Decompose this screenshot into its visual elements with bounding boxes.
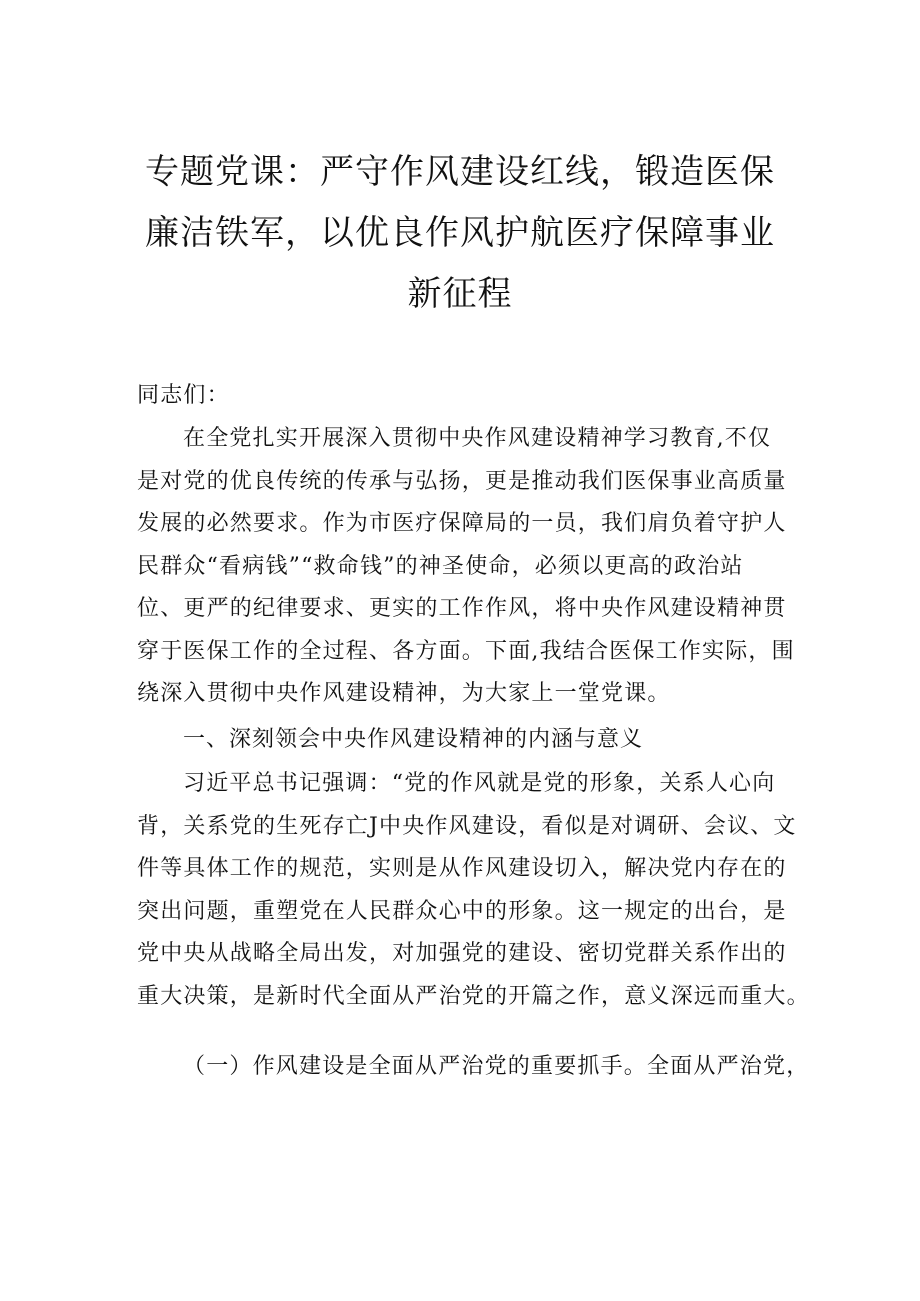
paragraph-line: 是对党的优良传统的传承与弘扬，更是推动我们医保事业高质量 <box>137 468 787 494</box>
paragraph-line: 背，关系党的生死存亡J中央作风建设，看似是对调研、会议、文 <box>137 813 797 839</box>
paragraph-line: 穿于医保工作的全过程、各方面。下面,我结合医保工作实际，围 <box>137 638 795 664</box>
paragraph-line: 件等具体工作的规范，实则是从作风建设切入，解决党内存在的 <box>137 856 787 881</box>
paragraph-line: 发展的必然要求。作为市医疗保障局的一员，我们肩负着守护人 <box>137 511 787 536</box>
paragraph-line: 重大决策，是新时代全面从严治党的开篇之作，意义深远而重大。 <box>137 983 810 1009</box>
paragraph-line: 突出问题，重塑党在人民群众心中的形象。这一规定的出台，是 <box>137 898 787 924</box>
title-line: 专题党课：严守作风建设红线，锻造医保 <box>145 152 775 192</box>
title-line: 廉洁铁军，以优良作风护航医疗保障事业 <box>145 213 775 253</box>
paragraph-line: 民群众“看病钱”“救命钱”的神圣使命，必须以更高的政治站 <box>137 553 744 579</box>
paragraph-line: 在全党扎实开展深入贯彻中央作风建设精神学习教育,不仅 <box>183 426 772 451</box>
document-title <box>130 142 790 325</box>
paragraph-subsection <box>137 1046 810 1089</box>
title-line: 新征程 <box>407 274 513 314</box>
salutation: 同志们： <box>137 383 230 408</box>
paragraph-line: 习近平总书记强调：“党的作风就是党的形象，关系人心向 <box>183 771 776 796</box>
paragraph-quote <box>137 763 810 1018</box>
paragraph-line: 党中央从战略全局出发，对加强党的建设、密切党群关系作出的 <box>137 941 787 966</box>
paragraph-line: 位、更严的纪律要求、更实的工作作风，将中央作风建设精神贯 <box>137 596 787 621</box>
section-heading: 一、深刻领会中央作风建设精神的内涵与意义 <box>183 727 644 752</box>
paragraph-line: 绕深入贯彻中央作风建设精神，为大家上一堂党课。 <box>137 681 671 706</box>
paragraph-line: （一）作风建设是全面从严治党的重要抓手。全面从严治党， <box>183 1054 810 1079</box>
paragraph-intro <box>137 418 795 716</box>
